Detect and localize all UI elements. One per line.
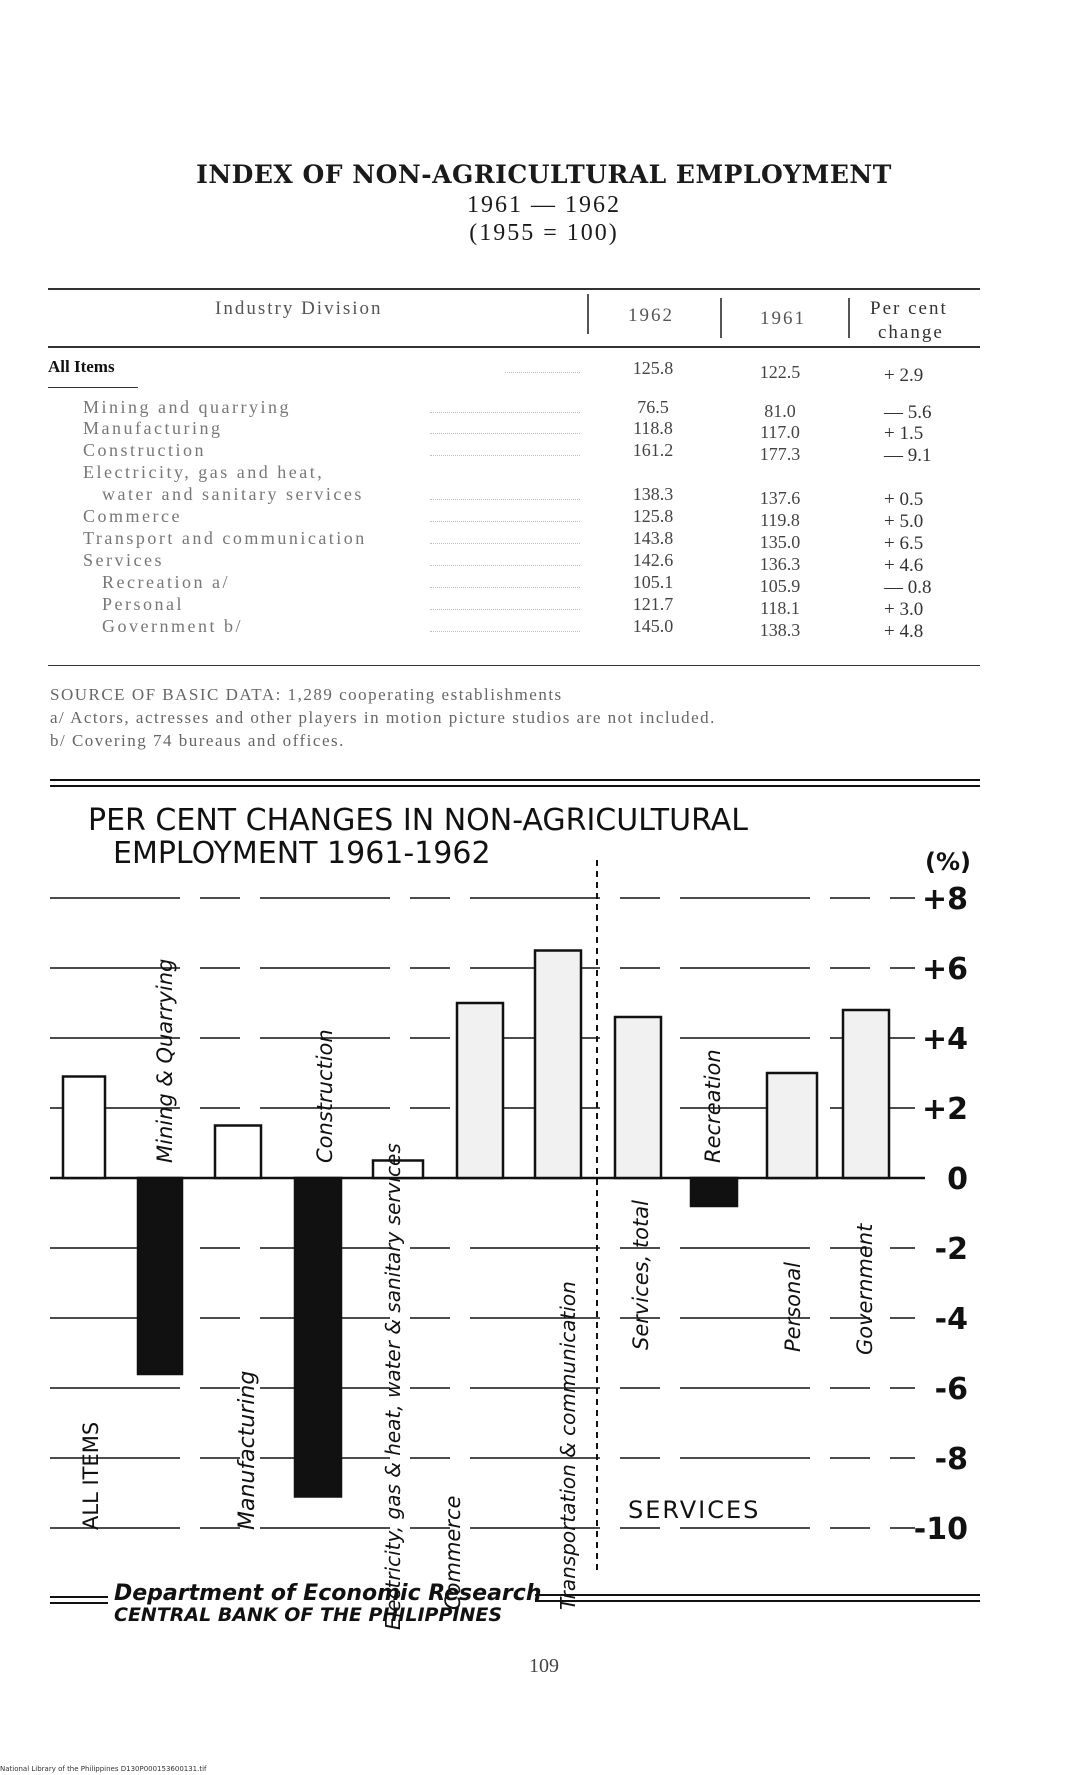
row-v1962: 121.7	[632, 594, 674, 614]
col-change-2: change	[878, 322, 944, 343]
row-change: + 6.5	[884, 533, 924, 554]
y-tick-label: -6	[934, 1372, 968, 1407]
base-year: (1955 = 100)	[469, 220, 619, 246]
page-title: INDEX OF NON-AGRICULTURAL EMPLOYMENT	[196, 160, 892, 189]
category-label: Construction	[313, 1029, 337, 1163]
row-v1962: 145.0	[632, 616, 674, 636]
row-label: Government b/	[102, 616, 243, 636]
y-tick-label: -4	[934, 1302, 968, 1337]
row-v1962: 142.6	[632, 550, 674, 570]
percent-change-chart	[0, 770, 1088, 1640]
bar	[767, 1073, 817, 1178]
bar	[615, 1017, 661, 1178]
row-label: Personal	[102, 594, 184, 614]
row-label: Manufacturing	[83, 418, 223, 438]
bar	[295, 1178, 341, 1497]
row-label: water and sanitary services	[102, 484, 364, 504]
all-items-label: All Items	[48, 357, 115, 376]
category-label-part: Electricity, gas & heat, water & sanitary services	[381, 1143, 405, 1630]
row-label: Commerce	[83, 506, 182, 526]
y-tick-labels	[914, 882, 968, 1547]
chart-title-line1: PER CENT CHANGES IN NON-AGRICULTURAL	[88, 803, 748, 838]
unit-label: (%)	[925, 848, 971, 876]
row-change: — 0.8	[884, 577, 932, 598]
y-tick-label: -8	[934, 1442, 968, 1477]
row-v1962: 125.8	[632, 506, 674, 526]
row-change: + 4.8	[884, 621, 924, 642]
row-v1961: 136.3	[759, 554, 801, 574]
row-change: + 0.5	[884, 489, 924, 510]
row-v1961: 137.6	[759, 488, 801, 508]
row-v1961: 118.1	[760, 598, 800, 618]
all-items-1962: 125.8	[632, 358, 674, 378]
credit-line2: CENTRAL BANK OF THE PHILIPPINES	[114, 1604, 503, 1626]
row-v1962: 118.8	[633, 418, 673, 438]
source-note: SOURCE OF BASIC DATA: 1,289 cooperating establishments	[50, 685, 563, 704]
y-tick-label: +8	[921, 882, 968, 917]
category-label: Government	[853, 1223, 877, 1355]
credit-line1: Department of Economic Research	[114, 1581, 542, 1606]
y-tick-label: +2	[921, 1092, 968, 1127]
row-v1961: 135.0	[759, 532, 801, 552]
row-label: Recreation a/	[102, 572, 230, 592]
row-change: + 1.5	[884, 423, 924, 444]
all-items-1961: 122.5	[759, 362, 801, 382]
footnote-b: b/ Covering 74 bureaus and offices.	[50, 731, 345, 750]
bar	[457, 1003, 503, 1178]
row-label: Construction	[83, 440, 206, 460]
y-tick-label: -10	[913, 1512, 968, 1547]
category-label: Personal	[781, 1261, 805, 1352]
row-label: Transport and communication	[83, 528, 367, 548]
row-v1962: 161.2	[632, 440, 674, 460]
row-v1961: 117.0	[760, 422, 800, 442]
row-change: — 5.6	[884, 402, 932, 423]
bar	[215, 1126, 261, 1179]
category-label: Transportation & communication	[556, 1281, 580, 1610]
col-industry: Industry Division	[215, 298, 383, 319]
category-label: ALL ITEMS	[79, 1421, 103, 1530]
y-tick-label: +6	[921, 952, 968, 987]
row-v1961: 177.3	[759, 444, 801, 464]
row-v1962: 138.3	[632, 484, 674, 504]
row-change: + 5.0	[884, 511, 924, 532]
row-v1961: 119.8	[760, 510, 800, 530]
category-label: Commerce	[441, 1495, 465, 1610]
category-label: Recreation	[701, 1049, 725, 1163]
col-1962: 1962	[628, 305, 674, 326]
col-change-1: Per cent	[870, 298, 948, 319]
col-1961: 1961	[760, 308, 806, 329]
chart-title-line2: EMPLOYMENT 1961-1962	[113, 836, 491, 871]
page-number: 109	[529, 1655, 559, 1677]
bar	[691, 1178, 737, 1206]
bar	[843, 1010, 889, 1178]
category-label: Manufacturing	[235, 1370, 260, 1530]
bar	[63, 1077, 105, 1179]
all-items-change: + 2.9	[884, 365, 924, 386]
footnote-a: a/ Actors, actresses and other players in motion picture studios are not included.	[50, 708, 716, 727]
y-tick-label: 0	[947, 1162, 968, 1197]
category-label	[381, 1143, 405, 1630]
bars	[63, 951, 889, 1497]
category-label: Services, total	[629, 1200, 653, 1350]
row-v1961: 81.0	[764, 401, 796, 421]
row-v1961: 138.3	[759, 620, 801, 640]
category-label: Mining & Quarrying	[153, 958, 177, 1163]
row-v1961: 105.9	[759, 576, 801, 596]
bar	[138, 1178, 182, 1374]
y-tick-label: +4	[921, 1022, 968, 1057]
row-v1962: 143.8	[632, 528, 674, 548]
row-v1962: 105.1	[632, 572, 674, 592]
row-change: + 4.6	[884, 555, 924, 576]
row-v1962: 76.5	[637, 397, 669, 417]
row-label: Mining and quarrying	[83, 397, 291, 417]
row-change: + 3.0	[884, 599, 924, 620]
row-label: Services	[83, 550, 164, 570]
row-change: — 9.1	[884, 445, 932, 466]
row-label: Electricity, gas and heat,	[83, 462, 325, 482]
year-range: 1961 — 1962	[467, 192, 621, 218]
services-group-label: SERVICES	[628, 1496, 761, 1524]
y-tick-label: -2	[934, 1232, 968, 1267]
bar	[535, 951, 581, 1179]
scan-footer: National Library of the Philippines D130P000153600131.tif	[0, 1765, 207, 1773]
